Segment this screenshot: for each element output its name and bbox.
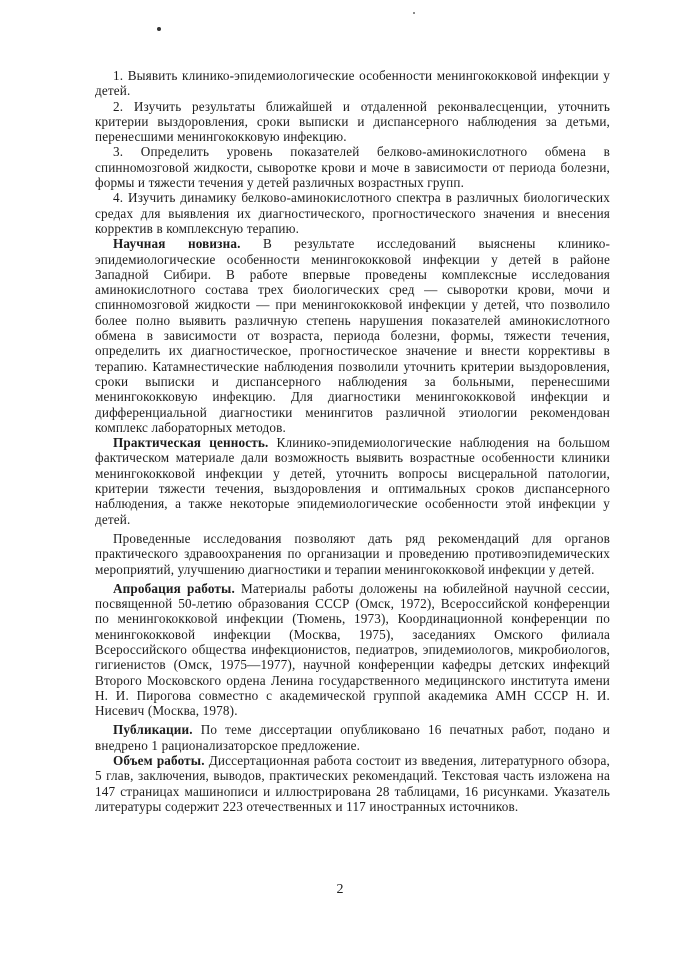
page-number: 2	[336, 882, 344, 897]
paragraph-goal-1: 1. Выявить клинико-эпидемиологические особенности менингококковой инфекции у детей.	[95, 68, 610, 99]
ink-speck-small	[413, 12, 415, 14]
paragraph-goal-2: 2. Изучить результаты ближайшей и отдаленной реконвалесценции, уточнить критерии выздоровления, сроки выписки и диспансерного наблюдения за детьми, перенесшими менингококковую инфекцию.	[95, 98, 610, 145]
heading-approbation: Апробация работы.	[113, 580, 235, 596]
paragraph-practical-value: Практическая ценность. Клинико-эпидемиологические наблюдения на большом фактическом материале дали возможность выявить возрастные особенности клиники менингококковой инфекции у детей, уточнить вопросы висцеральной патологии, критерии тяжести течения, выздоровления и оптимальных сроков диспансерного наблюдения, а также некоторые эпидемиологические особенности этой инфекции у детей.	[95, 435, 611, 527]
paragraph-novelty: Научная новизна. В результате исследований выяснены клинико-эпидемиологические особенности менингококковой инфекции у детей в районе Западной Сибири. В работе впервые проведены комплексные исследования аминокислотного состава трех биологических сред — сыворотки крови, мочи и спинномозговой жидкости — при менингококковой инфекции у детей, что позволило более полно выявить различную степень нарушения показателей аминокислотного обмена в зависимости от возраста, периода болезни, формы, тяжести течения, определить их диагностическое, прогностическое значение и внести коррективы в терапию. Катамнестические наблюдения позволили уточнить критерии выздоровления, сроки выписки и диспансерного наблюдения за больными, перенесшими менингококковую инфекцию. Для диагностики менингококковой инфекции и дифференциальной диагностики менингитов различной этиологии рекомендован комплекс лабораторных методов.	[95, 236, 611, 435]
paragraph-goal-3: 3. Определить уровень показателей белково-аминокислотного обмена в спинномозговой жидкости, сыворотке крови и моче в зависимости от периода болезни, формы и тяжести течения у детей различных возрастных групп.	[95, 144, 610, 191]
ink-speck	[157, 27, 161, 31]
document-body	[95, 68, 610, 814]
paragraph-publications: Публикации. По теме диссертации опубликовано 16 печатных работ, подано и внедрено 1 рационализаторское предложение.	[95, 722, 610, 753]
paragraph-volume: Объем работы. Диссертационная работа состоит из введения, литературного обзора, 5 глав, заключения, выводов, практических рекомендаций. Текстовая часть изложена на 147 страницах машинописи и иллюстрирована 28 таблицами, 16 рисунками. Указатель литературы содержит 223 отечественных и 117 иностранных источников.	[95, 753, 610, 814]
paragraph-approbation: Апробация работы. Материалы работы доложены на юбилейной научной сессии, посвященной 50-летию образования СССР (Омск, 1972), Всероссийской конференции по менингококковой инфекции (Тюмень, 1973), Координационной конференции по менингококковой инфекции (Москва, 1975), заседаниях Омского филиала Всероссийского общества инфекционистов, педиатров, эпидемиологов, микробиологов, гигиенистов (Омск, 1975—1977), научной конференции кафедры детских инфекций Второго Московского ордена Ленина государственного медицинского института имени Н. И. Пирогова совместно с академической группой академика АМН СССР Н. И. Нисевич (Москва, 1978).	[95, 580, 610, 719]
heading-publications: Публикации.	[113, 722, 193, 738]
paragraph-recommendations: Проведенные исследования позволяют дать ряд рекомендаций для органов практического здравоохранения по организации и проведению противоэпидемических мероприятий, улучшению диагностики и терапии менингококковой инфекции у детей.	[95, 530, 610, 577]
heading-novelty: Научная новизна.	[113, 236, 241, 252]
paragraph-goal-4: 4. Изучить динамику белково-аминокислотного спектра в различных биологических средах для выявления их диагностического, прогностического значения и внесения корректив в комплексную терапию.	[95, 190, 610, 236]
heading-volume: Объем работы.	[113, 753, 205, 769]
heading-practical-value: Практическая ценность.	[113, 435, 269, 451]
